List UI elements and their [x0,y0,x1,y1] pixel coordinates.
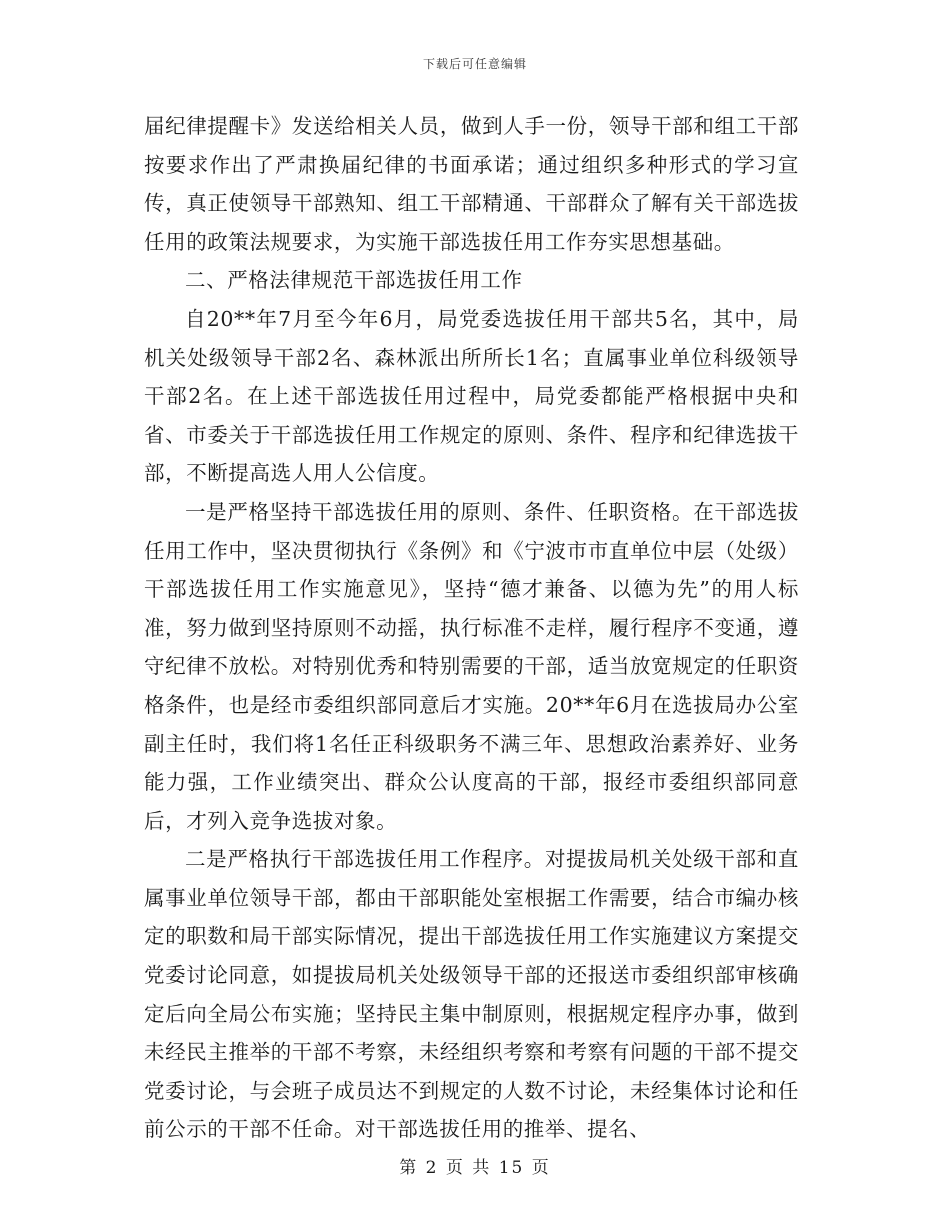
paragraph-2: 自20**年7月至今年6月，局党委选拔任用干部共5名，其中，局机关处级领导干部2名、森林派出所所长1名；直属事业单位科级领导干部2名。在上述干部选拔任用过程中，局党委都能严格根据中央和省、市委关于干部选拔任用工作规定的原则、条件、程序和纪律选拔干部，不断提高选人用人公信度。 [144,306,799,486]
page-footer: 第 2 页 共 15 页 [399,1158,551,1178]
document-body [144,107,799,1149]
section-heading: 二、严格法律规范干部选拔任用工作 [185,268,523,293]
paragraph-4: 二是严格执行干部选拔任用工作程序。对提拔局机关处级干部和直属事业单位领导干部，都由干部职能处室根据工作需要，结合市编办核定的职数和局干部实际情况，提出干部选拔任用工作实施建议方案提交党委讨论同意，如提拔局机关处级领导干部的还报送市委组织部审核确定后向全局公布实施；坚持民主集中制原则，根据规定程序办事，做到未经民主推举的干部不考察，未经组织考察和考察有问题的干部不提交党委讨论，与会班子成员达不到规定的人数不讨论，未经集体讨论和任前公示的干部不任命。对干部选拔任用的推举、提名、 [144,847,799,1142]
page-header: 下载后可任意编辑 [422,57,527,71]
paragraph-3: 一是严格坚持干部选拔任用的原则、条件、任职资格。在干部选拔任用工作中，坚决贯彻执行《条例》和《宁波市市直单位中层（处级）干部选拔任用工作实施意见》，坚持“德才兼备、以德为先”的用人标准，努力做到坚持原则不动摇，执行标准不走样，履行程序不变通，遵守纪律不放松。对特别优秀和特别需要的干部，适当放宽规定的任职资格条件，也是经市委组织部同意后才实施。20**年6月在选拔局办公室副主任时，我们将1名任正科级职务不满三年、思想政治素养好、业务能力强，工作业绩突出、群众公认度高的干部，报经市委组织部同意后，才列入竞争选拔对象。 [144,499,799,833]
paragraph-1: 届纪律提醒卡》发送给相关人员，做到人手一份，领导干部和组工干部按要求作出了严肃换届纪律的书面承诺；通过组织多种形式的学习宣传，真正使领导干部熟知、组工干部精通、干部群众了解有关干部选拔任用的政策法规要求，为实施干部选拔任用工作夯实思想基础。 [144,114,799,254]
